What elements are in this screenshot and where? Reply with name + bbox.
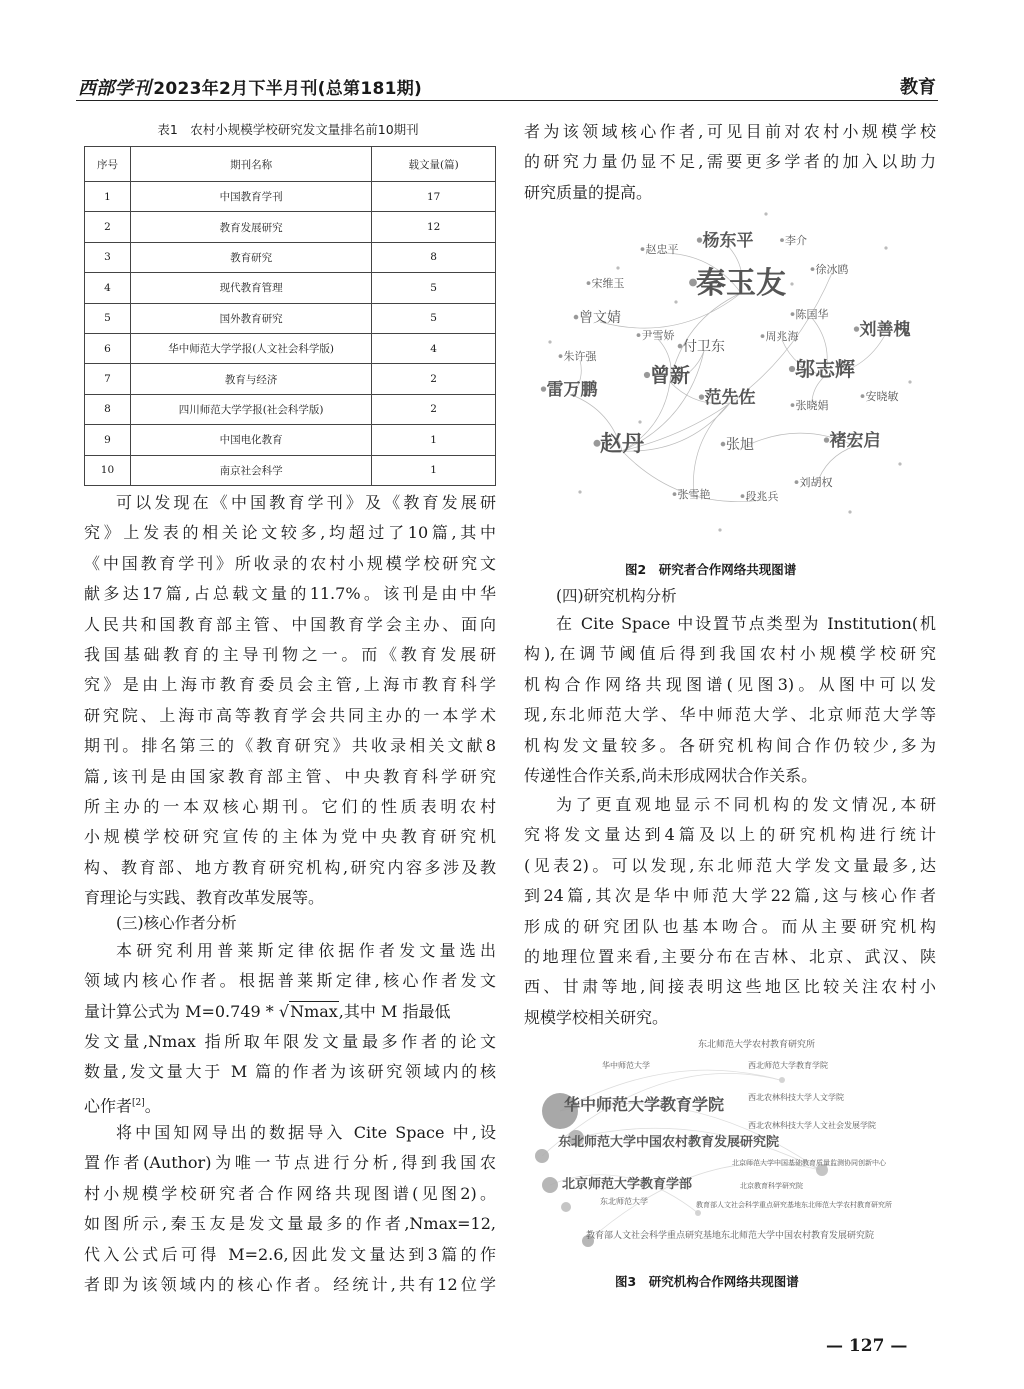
cell-count: 5 xyxy=(372,273,496,303)
cell-rank: 3 xyxy=(85,242,131,272)
text-line: 本研究利用普莱斯定律依据作者发文量选出 xyxy=(116,941,496,960)
institution-label: 北京师范大学教育学部 xyxy=(562,1177,693,1192)
cell-journal: 国外教育研究 xyxy=(130,303,371,333)
cell-journal: 华中师范大学学报(人文社会科学版) xyxy=(130,333,371,363)
cell-rank: 1 xyxy=(85,182,131,212)
table-row xyxy=(85,182,496,212)
text-line: 究》上发表的相关论文较多,均超过了10篇,其中 xyxy=(84,523,496,543)
author-node-dot xyxy=(587,281,591,285)
author-node-label: 曾文婧 xyxy=(579,310,621,326)
author-node-dot xyxy=(678,344,683,349)
cell-rank: 8 xyxy=(85,394,131,424)
cell-rank: 10 xyxy=(85,455,131,485)
col-header-journal: 期刊名称 xyxy=(130,147,371,182)
author-node-label: 邬志辉 xyxy=(795,357,855,381)
text-line: (见表2)。可以发现,东北师范大学发文量最多,达 xyxy=(524,855,936,875)
author-node-dot xyxy=(637,333,641,337)
left-paragraph-2b xyxy=(84,1027,496,1088)
network-dot xyxy=(578,490,581,493)
right-paragraph-2 xyxy=(524,790,936,1033)
text-line: 领域内核心作者。根据普莱斯定律,核心作者发文 xyxy=(84,971,496,991)
author-node-dot xyxy=(824,437,829,442)
author-node-dot xyxy=(811,267,815,271)
institution-node xyxy=(535,1149,549,1163)
author-node-dot xyxy=(559,354,563,358)
institution-node xyxy=(561,1202,571,1212)
institution-node xyxy=(779,1077,785,1083)
cell-rank: 4 xyxy=(85,273,131,303)
figure3-caption: 图3 研究机构合作网络共现图谱 xyxy=(615,1274,799,1289)
network-dot xyxy=(674,300,677,303)
network-dot xyxy=(848,510,851,513)
section-heading-3: (三)核心作者分析 xyxy=(116,914,237,932)
network-dot xyxy=(884,246,887,249)
page-number: — 127 — xyxy=(826,1336,908,1356)
text-line: 传递性合作关系,尚未形成网状合作关系。 xyxy=(524,766,818,786)
left-paragraph-2 xyxy=(84,936,496,997)
text-line: 期刊。排名第三的《教育研究》共收录相关文献8 xyxy=(84,736,496,756)
cell-rank: 6 xyxy=(85,333,131,363)
institution-label: 华中师范大学教育学院 xyxy=(564,1095,725,1114)
institution-label: 西北农林科技大学人文学院 xyxy=(748,1093,844,1102)
author-node-dot xyxy=(697,237,702,242)
network-dot xyxy=(718,528,721,531)
institution-node xyxy=(695,1210,701,1216)
author-node-label: 尹雪娇 xyxy=(641,329,675,342)
text-line: 数量,发文量大于 M 篇的作者为该研究领域内的核 xyxy=(84,1062,496,1082)
reference-mark: [2] xyxy=(132,1098,145,1108)
network-dot xyxy=(908,380,911,383)
author-node-label: 段兆兵 xyxy=(745,490,779,503)
table-row xyxy=(85,303,496,333)
table-row xyxy=(85,212,496,242)
table-row xyxy=(85,425,496,455)
cell-count: 5 xyxy=(372,303,496,333)
cell-rank: 2 xyxy=(85,212,131,242)
institution-label: 西北农林科技大学人文社会发展学院 xyxy=(748,1121,876,1130)
cell-count: 8 xyxy=(372,242,496,272)
cell-journal: 教育与经济 xyxy=(130,364,371,394)
text-line: 者为该领域核心作者,可见目前对农村小规模学校 xyxy=(524,122,936,141)
cell-count: 1 xyxy=(372,425,496,455)
text-line: 的研究力量仍显不足,需要更多学者的加入以助力 xyxy=(524,152,936,172)
author-node-dot xyxy=(741,494,745,498)
left-paragraph-2-end xyxy=(84,1088,496,1122)
institution-node xyxy=(542,1177,558,1193)
network-dot xyxy=(764,212,767,215)
cell-count: 1 xyxy=(372,455,496,485)
text-line: 规模学校相关研究。 xyxy=(524,1007,669,1027)
text-line: 村小规模学校研究者合作网络共现图谱(见图2)。 xyxy=(84,1183,496,1203)
author-node-dot xyxy=(574,315,579,320)
text-line: 《中国教育学刊》所收录的农村小规模学校研究文 xyxy=(84,553,496,573)
text-line: 在 Cite Space 中设置节点类型为 Institution(机 xyxy=(556,614,936,633)
text-line: 构),在调节阈值后得到我国农村小规模学校研究 xyxy=(524,644,936,664)
cell-journal: 中国教育学刊 xyxy=(130,182,371,212)
network-dot xyxy=(638,420,641,423)
cell-count: 4 xyxy=(372,333,496,363)
author-node-label: 张雪艳 xyxy=(677,488,711,501)
radical-sign: √ xyxy=(278,1002,290,1021)
section-name: 教育 xyxy=(900,77,936,98)
cell-journal: 现代教育管理 xyxy=(130,273,371,303)
text-line: 究将发文量达到4篇及以上的研究机构进行统计 xyxy=(524,825,936,845)
cell-count: 17 xyxy=(372,182,496,212)
author-node-label: 宋维玉 xyxy=(591,277,625,290)
text-line: 可以发现在《中国教育学刊》及《教育发展研 xyxy=(116,493,496,512)
text-line: 者即为该领域内的核心作者。经统计,共有12位学 xyxy=(84,1275,496,1295)
author-node-dot xyxy=(791,312,795,316)
cell-count: 2 xyxy=(372,364,496,394)
figure2-caption: 图2 研究者合作网络共现图谱 xyxy=(625,562,797,577)
text-line: 育理论与实践、教育改革发展等。 xyxy=(84,888,325,908)
text-line: 为了更直观地显示不同机构的发文情况,本研 xyxy=(556,795,936,814)
text-line: 如图所示,秦玉友是发文量最多的作者,Nmax=12, xyxy=(84,1214,496,1234)
network-link xyxy=(693,403,730,498)
network-dot xyxy=(548,340,551,343)
right-paragraph-1 xyxy=(524,609,936,791)
formula-pre: 量计算公式为 M=0.749 * xyxy=(84,1002,279,1021)
text-line: 的地理位置来看,主要分布在吉林、北京、武汉、陕 xyxy=(524,947,936,967)
network-dot xyxy=(898,462,901,465)
author-node-label: 李介 xyxy=(785,234,807,247)
author-node-label: 安晓敏 xyxy=(865,390,899,403)
author-node-label: 刘胡权 xyxy=(799,476,833,489)
institution-label: 教育部人文社会科学重点研究基地东北师范大学农村教育研究所 xyxy=(696,1201,892,1209)
cell-rank: 9 xyxy=(85,425,131,455)
author-node-dot xyxy=(699,394,704,399)
author-node-label: 徐冰鸥 xyxy=(815,263,849,276)
text-line: 研究质量的提高。 xyxy=(524,182,653,202)
author-node-label: 范先佐 xyxy=(704,388,756,408)
text-line: 置作者(Author)为唯一节点进行分析,得到我国农 xyxy=(84,1153,496,1173)
text-line: 西、甘肃等地,间接表明这些地区比较关注农村小 xyxy=(524,977,936,997)
text-line: 小规模学校研究宣传的主体为党中央教育研究机 xyxy=(84,827,496,847)
author-node-dot xyxy=(854,326,859,331)
section-heading-4: (四)研究机构分析 xyxy=(556,587,677,605)
header-rule xyxy=(76,100,938,101)
author-node-label: 朱许强 xyxy=(563,350,597,363)
text-line: 机构合作网络共现图谱(见图3)。从图中可以发 xyxy=(524,674,936,694)
cell-rank: 7 xyxy=(85,364,131,394)
author-node-dot xyxy=(641,247,645,251)
journal-issue-header xyxy=(78,74,422,100)
author-node-label: 秦玉友 xyxy=(696,266,786,301)
text-line: 所主办的一本双核心期刊。它们的性质表明农村 xyxy=(84,797,496,817)
table-row xyxy=(85,455,496,485)
left-paragraph-1 xyxy=(84,488,496,914)
cell-count: 2 xyxy=(372,394,496,424)
author-node-label: 张晓娟 xyxy=(795,399,829,412)
institution-label: 教育部人文社会科学重点研究基地东北师范大学中国农村教育发展研究院 xyxy=(586,1231,875,1241)
author-node-label: 褚宏启 xyxy=(829,431,881,451)
author-node-dot xyxy=(721,442,726,447)
institution-label: 东北师范大学中国农村教育发展研究院 xyxy=(558,1135,780,1150)
institution-label: 东北师范大学农村教育研究所 xyxy=(698,1040,816,1050)
institution-label: 华中师范大学 xyxy=(602,1061,650,1070)
table-caption: 表1 农村小规模学校研究发文量排名前10期刊 xyxy=(157,122,419,137)
institution-label: 西北师范大学教育学院 xyxy=(748,1061,828,1070)
text-line: 献多达17篇,占总载文量的11.7%。该刊是由中华 xyxy=(84,584,496,604)
author-node-label: 周兆海 xyxy=(765,330,799,343)
author-node-label: 赵忠平 xyxy=(645,243,679,256)
table-header-row xyxy=(85,147,496,182)
institution-label: 北京教育科学研究院 xyxy=(740,1182,803,1190)
text-line: 人民共和国教育部主管、中国教育学会主办、面向 xyxy=(84,614,496,634)
table-row xyxy=(85,364,496,394)
author-node-dot xyxy=(795,480,799,484)
col-header-count: 载文量(篇) xyxy=(372,147,496,182)
text-line: 代入公式后可得 M=2.6,因此发文量达到3篇的作 xyxy=(84,1244,496,1264)
text-line: 将中国知网导出的数据导入 Cite Space 中,设 xyxy=(116,1123,496,1142)
network-dot xyxy=(790,282,793,285)
author-node-dot xyxy=(673,492,677,496)
institution-label: 东北师范大学 xyxy=(600,1197,648,1206)
author-node-label: 陈国华 xyxy=(795,308,829,321)
table-row xyxy=(85,242,496,272)
author-node-label: 雷万鹏 xyxy=(546,380,598,400)
text-line: 形成的研究团队也基本吻合。而从主要研究机构 xyxy=(524,916,936,936)
network-dot xyxy=(616,266,619,269)
formula-line xyxy=(84,997,496,1027)
formula-post: ,其中 M 指最低 xyxy=(338,1002,451,1021)
journal-ranking-table xyxy=(84,146,496,486)
author-node-dot xyxy=(861,394,865,398)
table-row xyxy=(85,333,496,363)
author-node-dot xyxy=(791,403,795,407)
author-node-dot xyxy=(780,238,784,242)
text-line: 机构发文量较多。各研究机构间合作仍较少,多为 xyxy=(524,735,936,755)
author-node-label: 赵丹 xyxy=(599,432,645,457)
text-line: 发文量,Nmax 指所取年限发文量最多作者的论文 xyxy=(84,1032,496,1051)
author-node-dot xyxy=(761,334,765,338)
cell-journal: 四川师范大学学报(社会科学版) xyxy=(130,394,371,424)
cell-rank: 5 xyxy=(85,303,131,333)
formula-radicand: Nmax xyxy=(290,1002,338,1021)
institution-network-figure xyxy=(520,1035,940,1267)
cell-journal: 中国电化教育 xyxy=(130,425,371,455)
text-line: 究》是由上海市教育委员会主管,上海市教育科学 xyxy=(84,675,496,695)
journal-logo: 西部学刊 xyxy=(78,78,152,99)
author-node-dot xyxy=(541,386,546,391)
author-node-label: 刘善槐 xyxy=(859,320,911,340)
author-node-label: 张旭 xyxy=(726,437,754,453)
text-line: 构、教育部、地方教育研究机构,研究内容多涉及教 xyxy=(84,857,496,877)
para-text: 心作者 xyxy=(84,1096,133,1116)
table-row xyxy=(85,273,496,303)
institution-label: 北京师范大学中国基础教育质量监测协同创新中心 xyxy=(732,1159,886,1167)
table-row xyxy=(85,394,496,424)
cell-count: 12 xyxy=(372,212,496,242)
author-node-label: 付卫东 xyxy=(683,339,725,355)
text-line: 篇,该刊是由国家教育部主管、中央教育科学研究 xyxy=(84,766,496,786)
author-node-label: 曾新 xyxy=(650,363,690,387)
text-line: 研究院、上海市高等教育学会共同主办的一本学术 xyxy=(84,705,496,725)
issue-label: 2023年2月下半月刊(总第181期) xyxy=(153,79,423,99)
text-line: 现,东北师范大学、华中师范大学、北京师范大学等 xyxy=(524,705,936,725)
cell-journal: 南京社会科学 xyxy=(130,455,371,485)
text-line: 到24篇,其次是华中师范大学22篇,这与核心作者 xyxy=(524,886,936,906)
researcher-network-figure xyxy=(520,192,940,537)
left-paragraph-3 xyxy=(84,1118,496,1300)
para-text-end: 。 xyxy=(144,1096,161,1116)
cell-journal: 教育研究 xyxy=(130,242,371,272)
cell-journal: 教育发展研究 xyxy=(130,212,371,242)
author-node-label: 杨东平 xyxy=(702,231,754,251)
col-header-rank: 序号 xyxy=(85,147,131,182)
text-line: 我国基础教育的主导刊物之一。而《教育发展研 xyxy=(84,645,496,665)
